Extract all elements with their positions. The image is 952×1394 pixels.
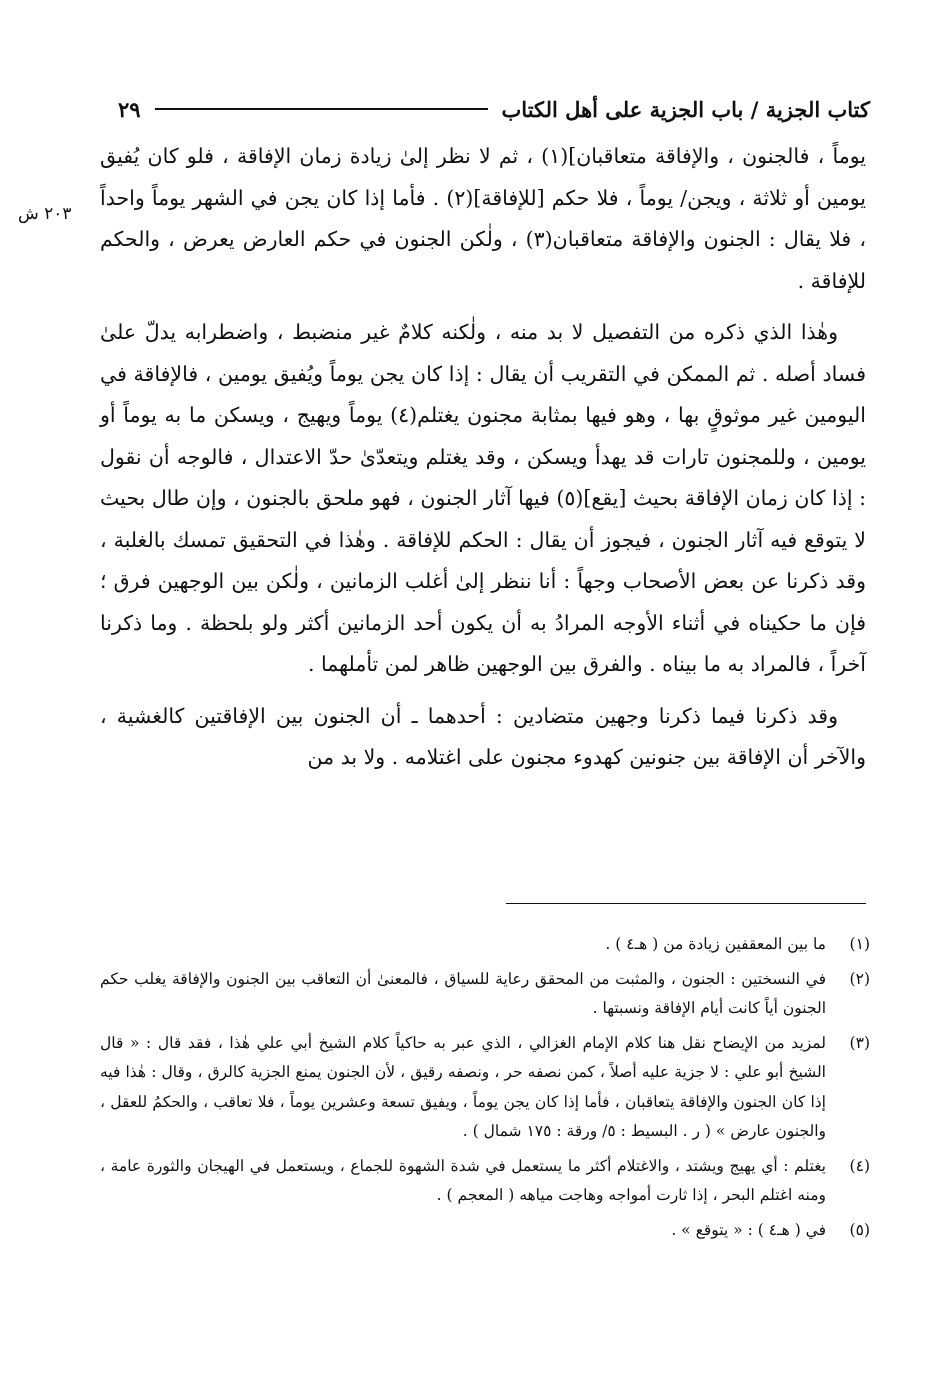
footnote-number: (٥) bbox=[849, 1220, 870, 1239]
running-title: كتاب الجزية / باب الجزية على أهل الكتاب bbox=[501, 96, 870, 122]
page-number: ٢٩ bbox=[118, 96, 141, 122]
footnote bbox=[100, 1216, 870, 1246]
footnote-text: في النسختين : الجنون ، والمثبت من المحقق رعاية للسياق ، فالمعنىٰ أن التعاقب بين الجنون والإفاقة يغلب حكم الجنون أياً كانت أيام الإفاقة ونسبتها . bbox=[100, 969, 826, 1017]
header-rule bbox=[155, 108, 488, 110]
footnote bbox=[100, 1152, 870, 1211]
footnote-text: لمزيد من الإيضاح نقل هنا كلام الإمام الغزالي ، الذي عبر به حاكياً كلام الشيخ أبي علي هٰذا ، فقد قال : « قال الشيخ أبو علي : لا جزية عليه أصلاً ، كمن نصفه حر ، ونصفه رقيق ، لأن الجنون يمنع الجزية كالرق ، وقال : هٰذا فيه إذا كان الجنون والإفاقة يتعاقبان ، فأما إذا كان يجن يوماً ، ويفيق تسعة وعشرين يوماً ، فلا تعاقب ، والحكمُ للعقل ، والجنون عارض » ( ر . البسيط : ٥/ ورقة : ١٧٥ شمال ) . bbox=[100, 1033, 826, 1140]
paragraph: وهٰذا الذي ذكره من التفصيل لا بد منه ، ولٰكنه كلامٌ غير منضبط ، واضطرابه يدلّ علىٰ فساد أصله . ثم الممكن في التقريب أن يقال : إذا كان يجن يوماً ويُفيق يومين ، فالإفاقة في اليومين غير موثوقٍ بها ، وهو فيها بمثابة مجنون يغتلم(٤) يوماً ويهيج ، ويسكن ما به يوماً أو يومين ، وللمجنون تارات قد يهدأ ويسكن ، وقد يغتلم ويتعدّىٰ حدّ الاعتدال ، فالوجه أن نقول : إذا كان زمان الإفاقة بحيث [يقع](٥) فيها آثار الجنون ، فهو ملحق بالجنون ، وإن طال بحيث لا يتوقع فيه آثار الجنون ، فيجوز أن يقال : الحكم للإفاقة . وهٰذا في التحقيق تمسك بالغلبة ، وقد ذكرنا عن بعض الأصحاب وجهاً : أنا ننظر إلىٰ أغلب الزمانين ، ولٰكن بين الوجهين فرق ؛ فإن ما حكيناه في أثناء الأوجه المرادُ به أن يكون أحد الزمانين أكثر ولو بلحظة . وما ذكرنا آخراً ، فالمراد به ما بيناه . والفرق بين الوجهين ظاهر لمن تأملهما . bbox=[100, 320, 866, 676]
footnote-number: (١) bbox=[849, 935, 870, 953]
footnote-text: يغتلم : أي يهيج ويشتد ، والاغتلام أكثر ما يستعمل في شدة الشهوة للجماع ، ويستعمل في الهيجان والثورة عامة ، ومنه اغتلم البحر ، إذا ثارت أمواجه وهاجت مياهه ( المعجم ) . bbox=[100, 1156, 826, 1204]
paragraph: وقد ذكرنا فيما ذكرنا وجهين متضادين : أحدهما ـ أن الجنون بين الإفاقتين كالغشية ، والآخر أن الإفاقة بين جنونين كهدوء مجنون على اغتلامه . ولا بد من bbox=[100, 703, 866, 769]
footnote-number: (٣) bbox=[849, 1033, 870, 1052]
footnote-number: (٤) bbox=[849, 1156, 870, 1175]
paragraph: يوماً ، فالجنون ، والإفاقة متعاقبان](١) ، ثم لا نظر إلىٰ زيادة زمان الإفاقة ، فلو كان يُفيق يومين أو ثلاثة ، ويجن/ يوماً ، فلا حكم [للإفاقة](٢) . فأما إذا كان يجن في الشهر يوماً واحداً ، فلا يقال : الجنون والإفاقة متعاقبان(٣) ، ولٰكن الجنون في حكم العارض يعرض ، والحكم للإفاقة . bbox=[100, 144, 867, 293]
footnote bbox=[100, 965, 870, 1024]
main-text bbox=[100, 136, 866, 779]
footnote-number: (٢) bbox=[849, 969, 870, 988]
footnote-separator bbox=[506, 903, 866, 904]
footnote-text: في ( هـ٤ ) : « يتوقع » . bbox=[671, 1220, 826, 1239]
footnote bbox=[100, 930, 870, 960]
margin-folio-note: ٢٠٣ ش bbox=[18, 204, 72, 224]
footnote-text: ما بين المعقفين زيادة من ( هـ٤ ) . bbox=[605, 935, 826, 953]
footnotes bbox=[100, 930, 870, 1250]
footnote bbox=[100, 1029, 870, 1147]
page-header bbox=[118, 92, 870, 126]
